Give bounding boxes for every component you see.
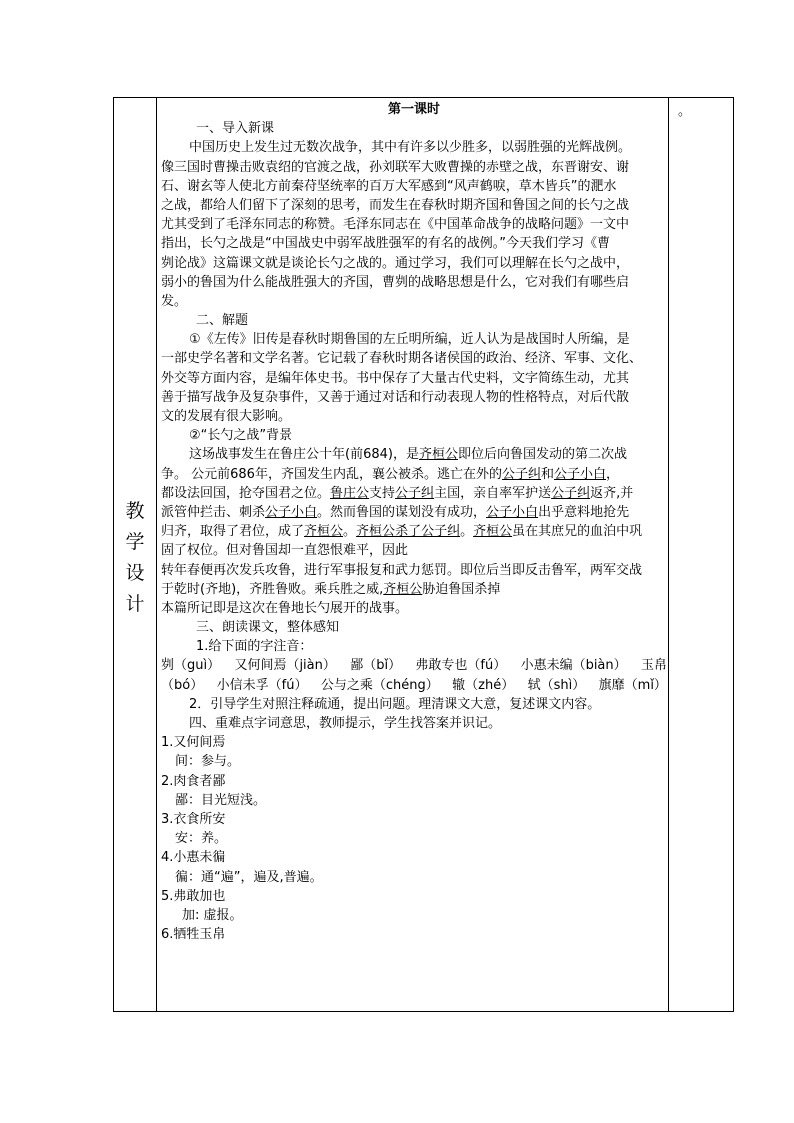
name-underlined: 齐桓公 (356, 524, 396, 540)
section-heading-intro: 一、导入新课 (196, 121, 275, 137)
lesson-title: 第一课时 (387, 102, 440, 117)
name-underlined: 鲁庄公 (330, 485, 370, 501)
pinyin-entry: 小惠未编（biàn） (520, 658, 627, 674)
exercise-item: 2．引导学生对照注释疏通，提出问题。理清课文大意，复述课文内容。 (189, 696, 601, 712)
label-char: 教 (125, 500, 145, 522)
text-run: 出乎意料地抢先 (538, 504, 630, 520)
vocab-definition: 鄙：目光短浅。 (175, 792, 267, 808)
text-run: 归齐，取得了君位，成了 (161, 524, 305, 540)
text-run: 。 (460, 524, 474, 540)
vocab-definition: 间：参与。 (175, 754, 241, 770)
pinyin-entry: 小信未孚（fú） (216, 677, 308, 693)
pinyin-entry: 公与之乘（chéng） (320, 677, 439, 693)
vocab-definition: 加: 虚报。 (182, 907, 243, 923)
name-underlined: 公子小白 (553, 466, 606, 482)
background-line: 转年春便再次发兵攻鲁，进行军事报复和武力惩罚。即位后当即反击鲁军，两军交战 (161, 562, 643, 578)
paragraph-line: 发。 (161, 293, 188, 309)
text-run: 这场战事发生在鲁庄公十年(前684)，是 (189, 447, 419, 463)
paragraph-line: 刿论战》这篇课文就是谈论长勺之战的。通过学习，我们可以理解在长勺之战中， (161, 255, 630, 271)
name-underlined: 公子纠 (551, 485, 591, 501)
column-divider-left (156, 98, 157, 1011)
background-line (161, 445, 667, 464)
section-heading-vocabulary: 四、重难点字词意思，教师提示，学生找答案并识记。 (189, 716, 502, 731)
pinyin-entry: 刿（guì） (161, 658, 221, 674)
pinyin-entry: 又何间焉（jiàn） (234, 658, 336, 674)
pinyin-entry: 弗敢专也（fú） (415, 658, 507, 674)
text-run: 争。 公元前686年，齐国发生内乱，襄公被杀。逃亡在外的 (161, 466, 502, 482)
text-run: 于乾时(齐地)，齐胜鲁败。乘兵胜之威, (161, 581, 384, 597)
teaching-design-label (114, 496, 156, 620)
background-line: 本篇所记即是这次在鲁地长勺展开的战事。 (161, 600, 409, 616)
label-char: 计 (125, 593, 145, 615)
column-divider-right (668, 98, 669, 1011)
label-char: 学 (125, 531, 145, 553)
background-line (161, 580, 667, 599)
background-line (161, 484, 667, 503)
text-run: 。然而鲁国的谋划没有成功， (317, 504, 487, 520)
name-underlined: 公子小白 (265, 504, 318, 520)
paragraph-line: 指出，长勺之战是“中国战史中弱军战胜强军的有名的战例。”今天我们学习《曹 (161, 236, 610, 252)
text-run: ， (606, 466, 620, 482)
text-run: 即位后向鲁国发动的第二次战 (457, 447, 627, 463)
background-line (161, 503, 667, 522)
text-run: 和 (540, 466, 554, 482)
name-underlined: 齐桓公 (383, 581, 423, 597)
paragraph-line: 尤其受到了毛泽东同志的称赞。毛泽东同志在《中国革命战争的战略问题》一文中 (161, 217, 630, 233)
paragraph-line: 一部史学名著和文学名著。它记载了春秋时期各诸侯国的政治、经济、军事、文化、 (161, 351, 643, 367)
pinyin-line (161, 656, 667, 675)
paragraph-line: ①《左传》旧传是春秋时期鲁国的左丘明所编，近人认为是战国时人所编，是 (189, 332, 630, 348)
text-run: 虽在其庶兄的血泊中巩 (512, 524, 643, 540)
pinyin-entry: 辙（zhé） (452, 677, 515, 693)
name-underlined: 齐桓公 (473, 524, 513, 540)
name-underlined: 齐桓公 (304, 524, 344, 540)
vocab-term: 6.牺牲玉帛 (161, 927, 226, 943)
label-char: 设 (125, 562, 145, 584)
paragraph-line: 像三国时曹操击败袁绍的官渡之战，孙刘联军大败曹操的赤壁之战，东晋谢安、谢 (161, 159, 630, 175)
vocab-term: 4.小惠未徧 (161, 850, 226, 866)
background-line: 固了权位。但对鲁国却一直怨恨难平，因此 (161, 543, 409, 559)
section-heading-title-analysis: 二、解题 (196, 313, 249, 329)
name-underlined: 公子小白 (486, 504, 539, 520)
paragraph-line: 文的发展有很大影响。 (161, 409, 292, 424)
text-run: 胁迫鲁国杀掉 (422, 581, 501, 597)
lesson-plan-table (113, 97, 734, 1012)
text-run: 。 (343, 524, 357, 540)
pinyin-line (161, 676, 667, 695)
paragraph-line: 之战，都给人们留下了深刻的思考，而发生在春秋时期齐国和鲁国之间的长勺之战 (161, 197, 630, 213)
name-underlined: 公子纠 (501, 466, 541, 482)
text-run: 支持 (369, 485, 396, 501)
vocab-definition: 徧：通“遍”，遍及,普遍。 (175, 869, 323, 885)
right-column-note: 。 (678, 104, 692, 119)
lesson-content (161, 100, 667, 944)
pinyin-entry: 旗靡（mǐ） (598, 677, 667, 693)
subheading-background: ②“长勺之战”背景 (189, 428, 293, 444)
pinyin-entry: 玉帛 (640, 658, 667, 674)
paragraph-line: 中国历史上发生过无数次战争，其中有许多以少胜多，以弱胜强的光辉战例。 (189, 140, 632, 156)
vocab-term: 5.弗敢加也 (161, 888, 226, 904)
exercise-item: 1.给下面的字注音： (196, 639, 313, 655)
paragraph-line: 弱小的鲁国为什么能战胜强大的齐国，曹刿的战略思想是什么，它对我们有哪些启 (161, 274, 630, 290)
name-underlined: 齐桓公 (418, 447, 458, 463)
paragraph-line: 外交等方面内容，是编年体史书。书中保存了大量古代史料，文字简练生动，尤其 (161, 370, 630, 386)
name-underlined: 公子纠 (421, 524, 461, 540)
text-run: 主国，亲自率军护送 (434, 485, 552, 501)
pinyin-entry: （bó） (161, 677, 204, 693)
pinyin-entry: 鄙（bǐ） (350, 658, 402, 674)
text-run: 返齐,并 (590, 485, 634, 501)
background-line (161, 465, 667, 484)
text-run: 杀了 (395, 524, 422, 540)
background-line (161, 522, 667, 541)
paragraph-line: 石、谢玄等人使北方前秦苻坚统率的百万大军感到“风声鹤唳，草木皆兵”的淝水 (161, 178, 617, 194)
vocab-definition: 安：养。 (175, 831, 228, 847)
section-heading-reading: 三、朗读课文，整体感知 (196, 620, 340, 636)
vocab-term: 3.衣食所安 (161, 811, 226, 827)
vocab-term: 1.又何间焉 (161, 735, 226, 751)
text-run: 都设法回国，抢夺国君之位。 (161, 485, 331, 501)
pinyin-entry: 轼（shì） (527, 677, 586, 693)
paragraph-line: 善于描写战争及复杂事件，又善于通过对话和行动表现人物的性格特点，对后代散 (161, 389, 630, 405)
name-underlined: 公子纠 (395, 485, 435, 501)
text-run: 派管仲拦击、刺杀 (161, 504, 266, 520)
vocab-term: 2.肉食者鄙 (161, 773, 226, 789)
